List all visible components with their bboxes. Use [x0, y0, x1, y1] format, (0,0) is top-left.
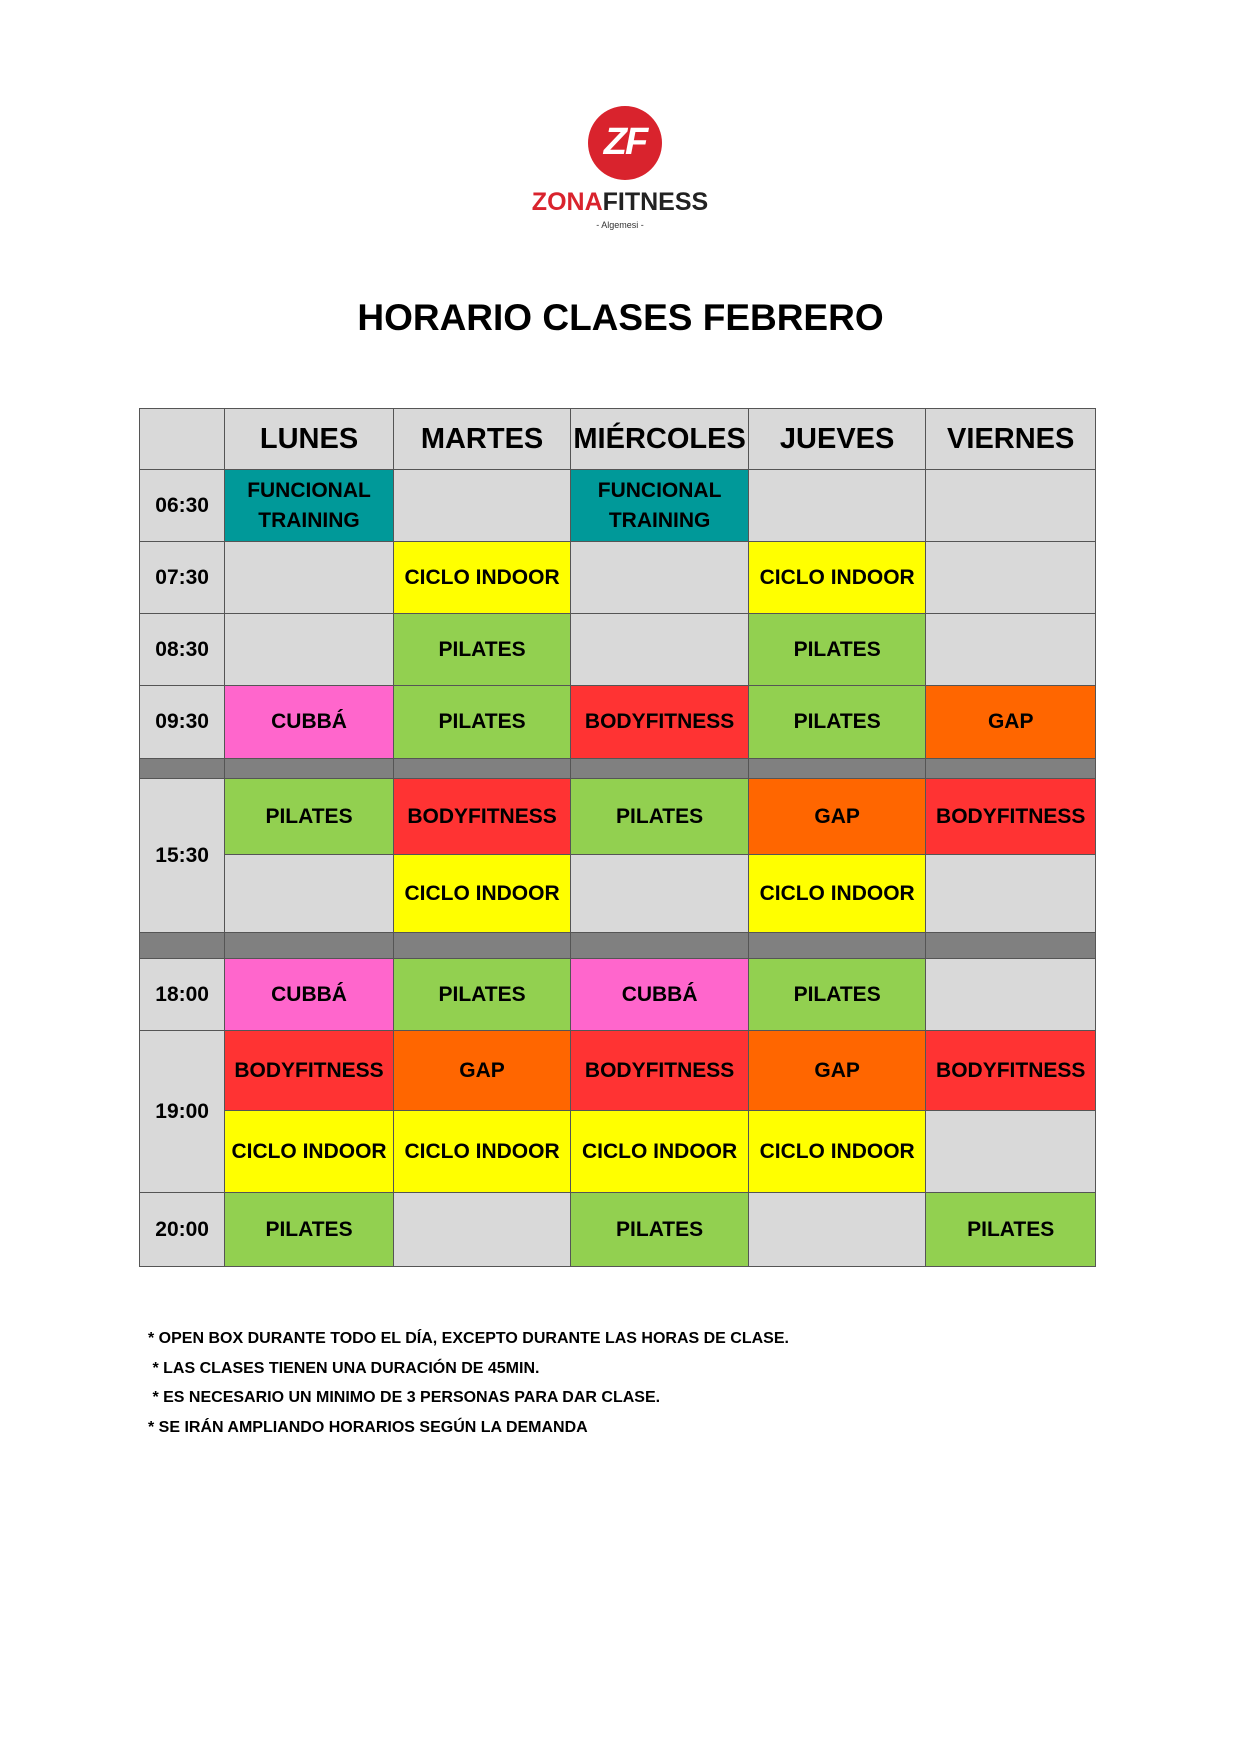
class-cell: CICLO INDOOR	[748, 1111, 926, 1193]
class-cell: FUNCIONAL TRAINING	[225, 470, 394, 542]
table-row	[140, 855, 1096, 933]
class-cell: CICLO INDOOR	[571, 1111, 749, 1193]
note-line: * SE IRÁN AMPLIANDO HORARIOS SEGÚN LA DEMANDA	[148, 1418, 588, 1436]
time-cell: 09:30	[140, 686, 225, 759]
empty-cell	[926, 470, 1096, 542]
note-line: * ES NECESARIO UN MINIMO DE 3 PERSONAS PARA DAR CLASE.	[148, 1389, 661, 1406]
table-row	[140, 959, 1096, 1031]
table-row	[140, 686, 1096, 759]
class-cell: PILATES	[748, 686, 926, 759]
day-header: VIERNES	[926, 409, 1096, 470]
table-row	[140, 1193, 1096, 1267]
empty-cell	[748, 470, 926, 542]
class-cell: BODYFITNESS	[225, 1031, 394, 1111]
time-cell: 15:30	[140, 779, 225, 933]
time-cell: 20:00	[140, 1193, 225, 1267]
logo-word-fitness: FITNESS	[602, 188, 709, 216]
time-cell: 07:30	[140, 542, 225, 614]
logo-word-zona: ZONA	[531, 188, 603, 216]
class-cell: PILATES	[571, 779, 749, 855]
day-header: MIÉRCOLES	[571, 409, 749, 470]
empty-cell	[926, 855, 1096, 933]
page-title: HORARIO CLASES FEBRERO	[357, 297, 884, 338]
class-cell: CICLO INDOOR	[748, 542, 926, 614]
class-cell: CICLO INDOOR	[393, 1111, 571, 1193]
table-row	[140, 614, 1096, 686]
table-row	[140, 1111, 1096, 1193]
empty-cell	[748, 1193, 926, 1267]
time-cell: 08:30	[140, 614, 225, 686]
table-row	[140, 470, 1096, 542]
time-cell: 19:00	[140, 1031, 225, 1193]
class-cell: BODYFITNESS	[926, 1031, 1096, 1111]
class-cell: PILATES	[926, 1193, 1096, 1267]
empty-cell	[926, 959, 1096, 1031]
class-cell: PILATES	[748, 959, 926, 1031]
class-cell: CICLO INDOOR	[225, 1111, 394, 1193]
table-row	[140, 1031, 1096, 1111]
empty-cell	[571, 855, 749, 933]
empty-cell	[393, 470, 571, 542]
time-cell: 18:00	[140, 959, 225, 1031]
class-cell: BODYFITNESS	[393, 779, 571, 855]
separator-row	[140, 933, 1096, 959]
separator-row	[140, 759, 1096, 779]
class-cell: GAP	[393, 1031, 571, 1111]
header-row	[140, 409, 1096, 470]
empty-cell	[926, 542, 1096, 614]
empty-cell	[225, 614, 394, 686]
notes	[148, 1324, 1048, 1442]
logo-wordmark	[520, 188, 720, 216]
day-header: MARTES	[393, 409, 571, 470]
table-row	[140, 779, 1096, 855]
class-cell: BODYFITNESS	[571, 686, 749, 759]
class-cell: PILATES	[748, 614, 926, 686]
class-cell: BODYFITNESS	[926, 779, 1096, 855]
zonafitness-logo	[520, 106, 720, 236]
empty-cell	[571, 614, 749, 686]
class-cell: GAP	[926, 686, 1096, 759]
logo-subtitle: - Algemesi -	[596, 220, 644, 230]
class-schedule-table	[139, 408, 1096, 1267]
empty-cell	[926, 1111, 1096, 1193]
class-cell: PILATES	[225, 779, 394, 855]
note-line: * LAS CLASES TIENEN UNA DURACIÓN DE 45MIN.	[148, 1359, 540, 1377]
class-cell: PILATES	[571, 1193, 749, 1267]
class-cell: PILATES	[393, 959, 571, 1031]
class-cell: FUNCIONAL TRAINING	[571, 470, 749, 542]
time-cell: 06:30	[140, 470, 225, 542]
zf-logo-icon	[588, 106, 662, 180]
class-cell: CUBBÁ	[571, 959, 749, 1031]
day-header: LUNES	[225, 409, 394, 470]
class-cell: CUBBÁ	[225, 686, 394, 759]
class-cell: CICLO INDOOR	[748, 855, 926, 933]
class-cell: CICLO INDOOR	[393, 855, 571, 933]
empty-cell	[571, 542, 749, 614]
day-header: JUEVES	[748, 409, 926, 470]
class-cell: PILATES	[393, 614, 571, 686]
class-cell: PILATES	[393, 686, 571, 759]
note-line: * OPEN BOX DURANTE TODO EL DÍA, EXCEPTO DURANTE LAS HORAS DE CLASE.	[148, 1330, 789, 1347]
class-cell: BODYFITNESS	[571, 1031, 749, 1111]
logo-letters: ZF	[603, 121, 647, 163]
class-cell: GAP	[748, 779, 926, 855]
class-cell: GAP	[748, 1031, 926, 1111]
table-row	[140, 542, 1096, 614]
empty-cell	[926, 614, 1096, 686]
class-cell: CUBBÁ	[225, 959, 394, 1031]
empty-cell	[225, 542, 394, 614]
class-cell: PILATES	[225, 1193, 394, 1267]
class-cell: CICLO INDOOR	[393, 542, 571, 614]
empty-cell	[393, 1193, 571, 1267]
empty-cell	[225, 855, 394, 933]
header-corner	[140, 409, 225, 470]
